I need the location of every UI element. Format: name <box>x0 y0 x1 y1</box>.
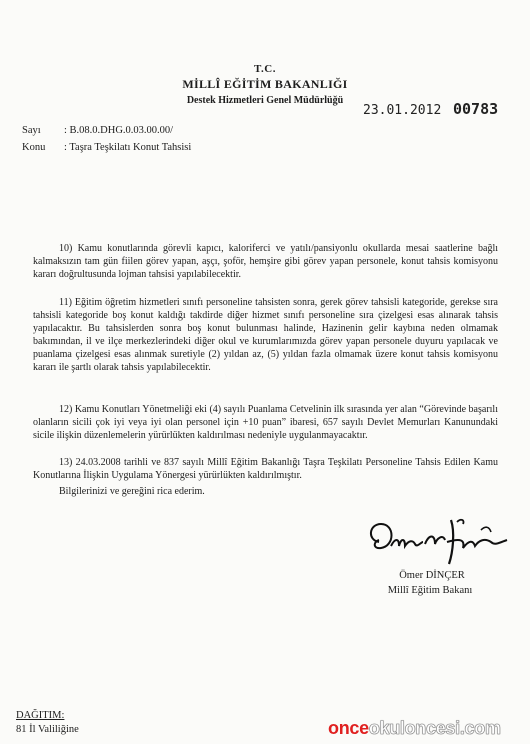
closing-line <box>33 485 498 498</box>
stamp-date: 23.01.2012 <box>363 103 442 118</box>
paragraph-12 <box>33 403 498 442</box>
watermark-part-1: once <box>328 718 369 738</box>
sayi-value: : B.08.0.DHG.0.03.00.00/ <box>64 125 174 136</box>
sayi-label: Sayı <box>22 125 41 136</box>
paragraph-13 <box>33 456 498 482</box>
paragraph-13-text: 13) 24.03.2008 tarihli ve 837 sayılı Millî Eğitim Bakanlığı Taşra Teşkilatı Personeline Tahsis Edilen Kamu Konutlarına İlişkin Uygulama Yönergesi yürürlükten kaldırılmıştır. <box>33 457 498 482</box>
paragraph-10-text: 10) Kamu konutlarında görevli kapıcı, kaloriferci ve yatılı/pansiyonlu okullarda mesai saatlerine bağlı kalmaksızın tam gün fiilen görev yapan, aşçı, şoför, hemşire gibi görev yapan personele, konut tahsis komisyonu kararı doğrultusunda lojman tahsisi yapılabilecektir. <box>33 243 498 281</box>
paragraph-12-text: 12) Kamu Konutları Yönetmeliği eki (4) sayılı Puanlama Cetvelinin ilk sırasında yer alan “Görevinde başarılı olanların sicili çok iyi veya iyi olan personel için +10 puan” ibaresi, 657 sayılı Devlet Memurları Kanunundaki sicile ilişkin düzenlemelerin yürürlükten kaldırılması nedeniyle uygulanmayacaktır. <box>33 404 498 442</box>
watermark-part-2: okuloncesi.com <box>368 718 501 738</box>
watermark-logo <box>328 718 501 739</box>
distribution-value: 81 İl Valiliğine <box>16 724 79 735</box>
stamp-number: 00783 <box>453 100 499 118</box>
department-name: Destek Hizmetleri Genel Müdürlüğü <box>186 95 344 106</box>
konu-label: Konu <box>22 142 46 153</box>
signature-mark <box>365 512 515 570</box>
ministry-name: MİLLÎ EĞİTİM BAKANLIĞI <box>182 77 348 91</box>
paragraph-11 <box>33 296 498 375</box>
signatory-title: Millî Eğitim Bakanı <box>387 585 473 596</box>
konu-value: : Taşra Teşkilatı Konut Tahsisi <box>64 142 192 153</box>
distribution-label: DAĞITIM: <box>16 710 65 721</box>
signatory-name: Ömer DİNÇER <box>399 570 465 581</box>
header-tc: T.C. <box>254 63 276 75</box>
paragraph-11-text: 11) Eğitim öğretim hizmetleri sınıfı personeline tahsisten sonra, gerek görev tahsisli kategoride, gerekse sıra tahsisli kategoride boş konut kaldığı takdirde diğer hizmet sınıfı personeline sıra çizelgesi esas alınarak tahsis yapılacaktır. Bu tahsislerden sonra boş konut bulunması halinde, Hazinenin gelir kaybına neden olmamak bakımından, il ve ilçe merkezlerindeki diğer okul ve kurumlarımızda görev yapan personele duyuru yapılacak ve puanlama çizelgesi esas alınmak suretiyle (2) yıldan az, (5) yıldan fazla olmamak üzere konut tahsis komisyonu kararı ile şartlı olarak tahsis yapılabilecektir. <box>33 297 498 374</box>
closing-text: Bilgilerinizi ve gereğini rica ederim. <box>59 486 205 497</box>
paragraph-10 <box>33 242 498 281</box>
